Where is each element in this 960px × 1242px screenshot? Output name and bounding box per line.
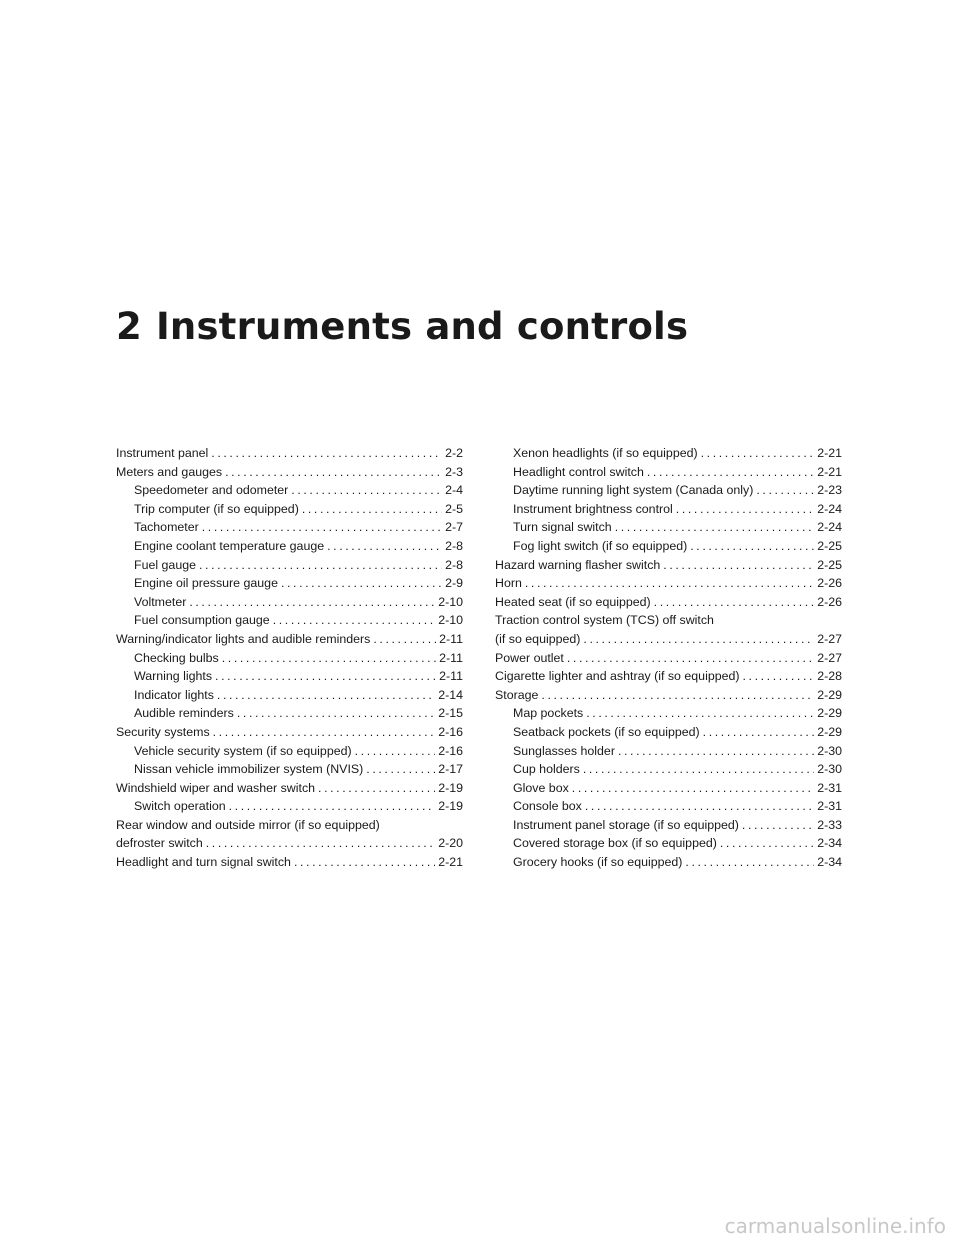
toc-page-number: 2-21 [817,446,842,460]
toc-entry[interactable] [116,723,463,742]
toc-entry[interactable] [495,518,842,537]
toc-page-number: 2-29 [817,687,842,702]
toc-page-number: 2-8 [445,538,463,553]
toc-leader-dots [663,556,814,575]
toc-leader-dots [567,649,814,668]
toc-leader-dots [206,834,435,853]
toc-entry-title: Horn [495,576,522,591]
toc-entry[interactable] [116,463,463,482]
toc-entry[interactable] [116,779,463,798]
toc-entry-title: Map pockets [513,706,584,721]
toc-page-number: 2-31 [817,780,842,795]
toc-entry-title: Power outlet [495,650,564,665]
toc-entry-title: Speedometer and odometer [134,483,289,498]
toc-page-number: 2-26 [817,594,842,609]
toc-entry[interactable] [116,649,463,668]
toc-leader-dots [586,704,814,723]
toc-entry[interactable] [116,760,463,779]
toc-leader-dots [302,500,442,519]
toc-entry[interactable] [116,518,463,537]
toc-entry-line[interactable] [495,611,842,630]
toc-entry[interactable] [495,444,842,463]
toc-entry[interactable] [116,574,463,593]
toc-entry-title: Windshield wiper and washer switch [116,780,316,795]
toc-entry-title: Sunglasses holder [513,743,615,758]
toc-page-number: 2-34 [817,855,842,870]
toc-page-number: 2-9 [445,576,463,591]
toc-leader-dots [273,611,435,630]
toc-entry[interactable] [495,797,842,816]
toc-leader-dots [199,556,442,575]
toc-page-number: 2-4 [445,483,463,498]
toc-page-number: 2-19 [438,780,463,795]
toc-entry-title: Instrument brightness control [513,501,673,516]
toc-entry-title: Daytime running light system (Canada only) [513,483,754,498]
toc-leader-dots [294,853,435,872]
toc-page-number: 2-8 [445,557,463,572]
toc-leader-dots [211,444,442,463]
toc-entry-title: Trip computer (if so equipped) [134,501,299,516]
toc-entry[interactable] [495,760,842,779]
toc-leader-dots [525,574,814,593]
toc-entry[interactable] [495,853,842,872]
toc-entry-title: Glove box [513,780,569,795]
toc-entry-title: Checking bulbs [134,650,219,665]
toc-page-number: 2-5 [445,501,463,516]
toc-entry-title: Xenon headlights (if so equipped) [513,446,698,460]
toc-leader-dots [703,723,815,742]
chapter-number: 2 [116,305,142,348]
toc-entry-title: Engine coolant temperature gauge [134,538,325,553]
toc-entry[interactable] [116,742,463,761]
toc-leader-dots [701,444,815,463]
toc-entry-title: Instrument panel storage (if so equipped) [513,817,739,832]
toc-entry-title: Switch operation [134,799,226,814]
chapter-title [116,305,688,348]
toc-entry-title: Fuel consumption gauge [134,613,270,628]
toc-page-number: 2-7 [445,520,463,535]
toc-page-number: 2-17 [438,762,463,777]
toc-entry-title: Cigarette lighter and ashtray (if so equipped) [495,669,740,684]
toc-leader-dots [189,593,435,612]
toc-page-number: 2-21 [817,464,842,479]
toc-entry[interactable] [495,834,842,853]
toc-entry[interactable] [116,630,463,649]
toc-entry-title: Warning lights [134,669,213,684]
toc-page-number: 2-30 [817,762,842,777]
toc-page-number: 2-26 [817,576,842,591]
toc-entry-title: Engine oil pressure gauge [134,576,278,591]
toc-page-number: 2-16 [438,724,463,739]
toc-leader-dots [327,537,442,556]
toc-page-number: 2-33 [817,817,842,832]
toc-entry[interactable] [495,667,842,686]
toc-entry[interactable] [495,723,842,742]
toc-page-number: 2-2 [445,446,463,460]
toc-entry-title: Nissan vehicle immobilizer system (NVIS) [134,762,364,777]
toc-entry[interactable] [495,593,842,612]
toc-leader-dots [217,686,435,705]
toc-entry-title: Tachometer [134,520,199,535]
toc-leader-dots [690,537,814,556]
toc-leader-dots [654,593,815,612]
toc-entry-title: Traction control system (TCS) off switch [495,613,714,628]
toc-page-number: 2-11 [439,650,463,665]
toc-leader-dots [743,667,815,686]
watermark: carmanualsonline.info [724,1214,946,1238]
toc-leader-dots [742,816,814,835]
toc-entry-title: Grocery hooks (if so equipped) [513,855,683,870]
toc-entry-title: Storage [495,687,539,702]
toc-page-number: 2-14 [438,687,463,702]
toc-leader-dots [366,760,435,779]
toc-entry[interactable] [116,611,463,630]
toc-leader-dots [676,500,814,519]
toc-page-number: 2-25 [817,557,842,572]
toc-page-number: 2-10 [438,613,463,628]
toc-page-number: 2-30 [817,743,842,758]
toc-entry[interactable] [495,574,842,593]
toc-leader-dots [647,463,814,482]
toc-entry[interactable] [495,816,842,835]
toc-leader-dots [618,742,814,761]
toc-entry-title: defroster switch [116,836,203,851]
toc-leader-dots [215,667,436,686]
toc-entry-line[interactable] [116,816,463,835]
toc-entry-title: Instrument panel [116,446,209,460]
toc-entry[interactable] [495,649,842,668]
toc-entry[interactable] [116,686,463,705]
toc-page-number: 2-29 [817,706,842,721]
toc-page-number: 2-24 [817,501,842,516]
toc-entry-title: Hazard warning flasher switch [495,557,661,572]
toc-entry-title: Indicator lights [134,687,214,702]
toc-entry-title: Audible reminders [134,706,234,721]
toc-entry-title: Security systems [116,724,210,739]
toc-entry[interactable] [116,556,463,575]
toc-leader-dots [756,481,814,500]
toc-entry[interactable] [116,667,463,686]
toc-entry[interactable] [495,742,842,761]
toc-page-number: 2-11 [439,631,463,646]
toc-leader-dots [583,760,814,779]
toc-entry-title: Fuel gauge [134,557,197,572]
toc-entry-title: Vehicle security system (if so equipped) [134,743,352,758]
toc-entry-title: Rear window and outside mirror (if so equipped) [116,817,380,832]
toc-entry[interactable] [495,630,842,649]
toc-entry[interactable] [495,463,842,482]
toc-entry[interactable] [495,704,842,723]
toc-leader-dots [318,779,435,798]
toc-leader-dots [685,853,814,872]
toc-leader-dots [615,518,814,537]
toc-entry[interactable] [116,853,463,872]
toc-entry[interactable] [495,537,842,556]
toc-entry[interactable] [495,686,842,705]
toc-page-number: 2-10 [438,594,463,609]
toc-entry-title: Seatback pockets (if so equipped) [513,724,700,739]
toc-leader-dots [202,518,442,537]
toc-page-number: 2-27 [817,631,842,646]
toc-page-number: 2-16 [438,743,463,758]
toc-page-number: 2-28 [817,669,842,684]
toc-leader-dots [291,481,442,500]
toc-leader-dots [213,723,436,742]
toc-leader-dots [237,704,435,723]
toc-leader-dots [355,742,436,761]
toc-page-number: 2-15 [438,706,463,721]
toc-leader-dots [373,630,436,649]
toc-page-number: 2-20 [438,836,463,851]
toc-page-number: 2-29 [817,724,842,739]
toc-page-number: 2-19 [438,799,463,814]
toc-leader-dots [583,630,814,649]
toc-entry[interactable] [495,556,842,575]
toc-leader-dots [229,797,436,816]
toc-leader-dots [585,797,814,816]
toc-entry-title: Headlight control switch [513,464,644,479]
toc-entry[interactable] [116,797,463,816]
toc-entry-title: (if so equipped) [495,631,581,646]
toc-column-right [495,444,842,872]
toc-leader-dots [720,834,814,853]
toc-entry[interactable] [116,444,463,463]
toc-entry-title: Fog light switch (if so equipped) [513,538,688,553]
toc-entry-title: Heated seat (if so equipped) [495,594,651,609]
toc-leader-dots [572,779,814,798]
toc-entry-title: Headlight and turn signal switch [116,855,291,870]
toc-entry[interactable] [116,834,463,853]
toc-entry-title: Turn signal switch [513,520,612,535]
toc-entry-title: Meters and gauges [116,464,223,479]
toc-page-number: 2-34 [817,836,842,851]
toc-leader-dots [281,574,442,593]
toc-page-number: 2-23 [817,483,842,498]
toc-entry-title: Covered storage box (if so equipped) [513,836,717,851]
toc-entry[interactable] [116,593,463,612]
toc-leader-dots [225,463,442,482]
toc-entry-title: Console box [513,799,582,814]
toc-entry-title: Voltmeter [134,594,187,609]
toc-page-number: 2-31 [817,799,842,814]
chapter-title-text: Instruments and controls [155,305,689,348]
toc-entry-title: Cup holders [513,762,580,777]
toc-entry-title: Warning/indicator lights and audible reminders [116,631,371,646]
toc-page-number: 2-11 [439,669,463,684]
toc-page-number: 2-25 [817,538,842,553]
toc-page-number: 2-3 [445,464,463,479]
toc-page-number: 2-27 [817,650,842,665]
toc-column-left [116,444,463,872]
toc-entry[interactable] [495,779,842,798]
toc-page-number: 2-24 [817,520,842,535]
toc-entry[interactable] [116,481,463,500]
toc-entry[interactable] [116,704,463,723]
toc-entry[interactable] [495,500,842,519]
toc-entry[interactable] [495,481,842,500]
toc-leader-dots [222,649,436,668]
toc-entry[interactable] [116,500,463,519]
toc-entry[interactable] [116,537,463,556]
toc-page-number: 2-21 [438,855,463,870]
toc-leader-dots [541,686,814,705]
